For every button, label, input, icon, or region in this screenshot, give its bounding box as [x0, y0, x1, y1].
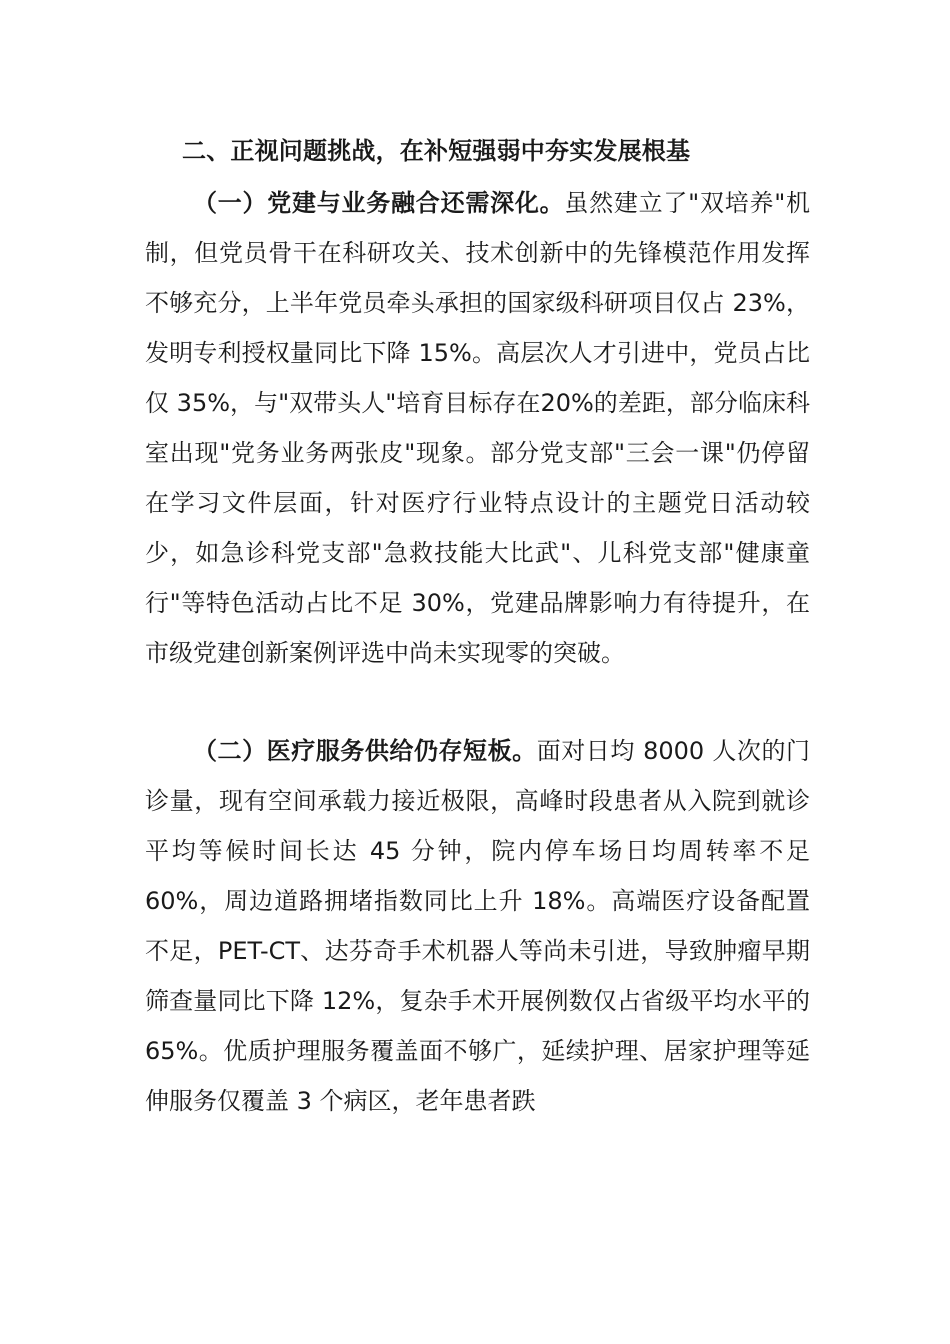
- paragraph-body: 虽然建立了"双培养"机制，但党员骨干在科研攻关、技术创新中的先锋模范作用发挥不够充分，上半年党员牵头承担的国家级科研项目仅占 23%，发明专利授权量同比下降 15%。高层次人才引进中，党员占比仅 35%，与"双带头人"培育目标存在20%的差距，部分临床科室出现"党务业务两张皮"现象。部分党支部"三会一课"仍停留在学习文件层面，针对医疗行业特点设计的主题党日活动较少，如急诊科党支部"急救技能大比武"、儿科党支部"健康童行"等特色活动占比不足 30%，党建品牌影响力有待提升，在市级党建创新案例评选中尚未实现零的突破。: [145, 189, 811, 667]
- paragraph-lead-title: （二）医疗服务供给仍存短板。: [193, 737, 537, 765]
- paragraph-body: 面对日均 8000 人次的门诊量，现有空间承载力接近极限，高峰时段患者从入院到就诊平均等候时间长达 45 分钟，院内停车场日均周转率不足 60%，周边道路拥堵指数同比上升 18%。高端医疗设备配置不足，PET-CT、达芬奇手术机器人等尚未引进，导致肿瘤早期筛查量同比下降 12%，复杂手术开展例数仅占省级平均水平的 65%。优质护理服务覆盖面不够广，延续护理、居家护理等延伸服务仅覆盖 3 个病区，老年患者跌: [145, 737, 810, 1115]
- paragraph-medical-service: [145, 726, 810, 1126]
- paragraph-party-building: [145, 178, 810, 678]
- paragraph-lead-title: （一）党建与业务融合还需深化。: [193, 189, 565, 217]
- section-heading: 二、正视问题挑战，在补短强弱中夯实发展根基: [182, 137, 691, 165]
